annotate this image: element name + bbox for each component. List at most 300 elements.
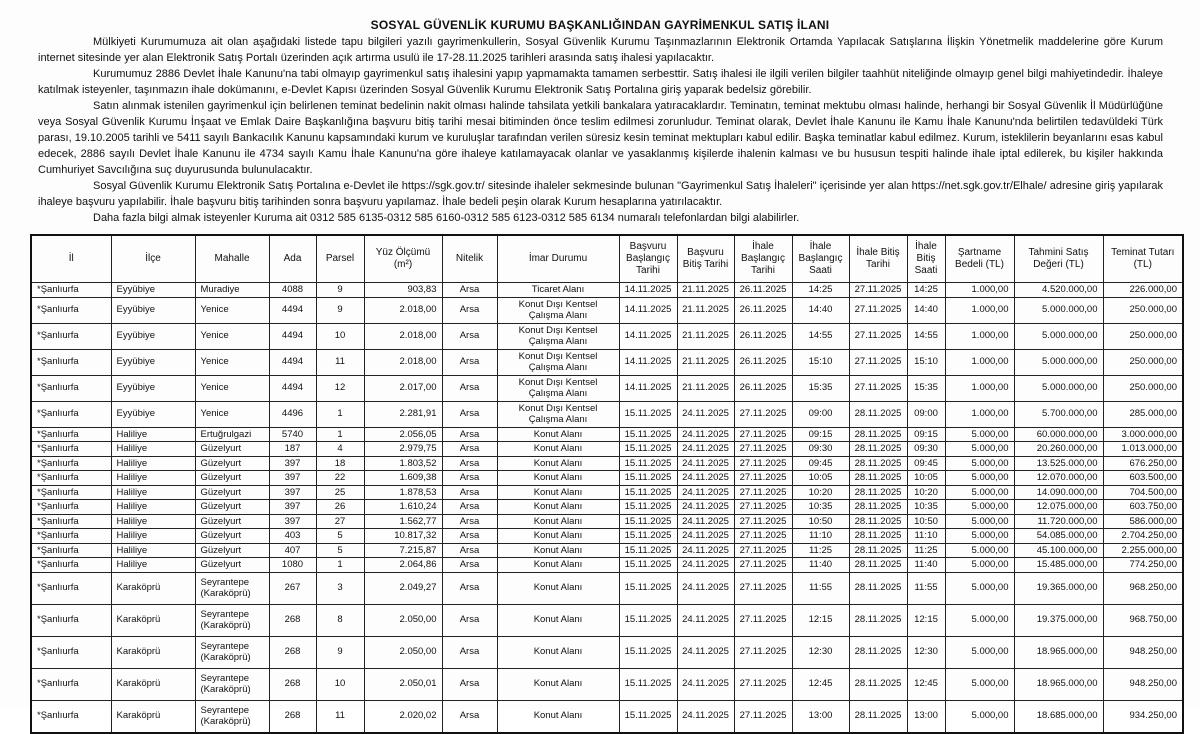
table-cell: 15.11.2025 [619, 442, 677, 457]
table-cell: 27.11.2025 [734, 471, 792, 486]
table-cell: Arsa [442, 375, 497, 401]
table-cell: 268 [269, 700, 316, 733]
table-cell: 15.11.2025 [619, 558, 677, 573]
table-cell: 14.090.000,00 [1014, 485, 1103, 500]
table-cell: Konut Alanı [497, 442, 619, 457]
table-cell: 704.500,00 [1103, 485, 1183, 500]
table-cell: Konut Alanı [497, 514, 619, 529]
table-cell: 09:15 [907, 427, 945, 442]
table-cell: Konut Alanı [497, 529, 619, 544]
table-row [31, 604, 1183, 636]
table-cell: 15.11.2025 [619, 529, 677, 544]
table-cell: 28.11.2025 [849, 529, 907, 544]
table-cell: Güzelyurt [195, 456, 269, 471]
table-cell: Haliliye [111, 427, 195, 442]
table-cell: 24.11.2025 [677, 604, 734, 636]
table-row [31, 349, 1183, 375]
table-cell: *Şanlıurfa [31, 572, 111, 604]
table-cell: Arsa [442, 700, 497, 733]
table-cell: *Şanlıurfa [31, 456, 111, 471]
table-cell: 24.11.2025 [677, 500, 734, 515]
table-cell: 28.11.2025 [849, 401, 907, 427]
table-cell: *Şanlıurfa [31, 514, 111, 529]
table-cell: 11:25 [792, 543, 849, 558]
table-cell: 1.000,00 [945, 375, 1014, 401]
table-cell: Eyyübiye [111, 349, 195, 375]
table-cell: 4.520.000,00 [1014, 283, 1103, 298]
table-cell: 26.11.2025 [734, 349, 792, 375]
table-cell: 2.255.000,00 [1103, 543, 1183, 558]
table-cell: 24.11.2025 [677, 442, 734, 457]
table-cell: 5.000.000,00 [1014, 323, 1103, 349]
table-cell: 15.11.2025 [619, 572, 677, 604]
table-cell: 24.11.2025 [677, 485, 734, 500]
table-cell: 10 [316, 668, 364, 700]
table-cell: 5.000,00 [945, 485, 1014, 500]
table-cell: 10 [316, 323, 364, 349]
table-cell: 1.013.000,00 [1103, 442, 1183, 457]
table-cell: 14:40 [792, 297, 849, 323]
table-cell: Karaköprü [111, 668, 195, 700]
table-cell: 24.11.2025 [677, 427, 734, 442]
table-cell: 27.11.2025 [849, 349, 907, 375]
paragraph-4: Sosyal Güvenlik Kurumu Elektronik Satış Portalına e-Devlet ile https://sgk.gov.tr/ sitesinde ihaleler sekmesinde bulunan "Gayrimenkul Satış İhaleleri" içerisinde yer alan https://net.sgk.gov.tr/Elhale/ adresine giriş yapılarak ihaleye başvuru yapılabilir. İhale başvuru bitiş tarihinden sonra başvuru yapılamaz. İhale bedeli peşin olarak Kurum hesaplarına yatırılacaktır. [38, 180, 1163, 208]
table-cell: 24.11.2025 [677, 514, 734, 529]
table-cell: 15.11.2025 [619, 500, 677, 515]
table-cell: 24.11.2025 [677, 572, 734, 604]
table-cell: *Şanlıurfa [31, 283, 111, 298]
table-cell: 268 [269, 604, 316, 636]
table-cell: 1.609,38 [364, 471, 442, 486]
column-header: Parsel [316, 235, 364, 283]
table-cell: 21.11.2025 [677, 297, 734, 323]
column-header: Ada [269, 235, 316, 283]
table-cell: *Şanlıurfa [31, 558, 111, 573]
table-cell: 4494 [269, 297, 316, 323]
table-cell: 250.000,00 [1103, 297, 1183, 323]
table-cell: 26.11.2025 [734, 283, 792, 298]
table-cell: 3 [316, 572, 364, 604]
table-cell: 2.281,91 [364, 401, 442, 427]
table-cell: 27.11.2025 [734, 604, 792, 636]
table-cell: 1 [316, 558, 364, 573]
table-cell: 268 [269, 636, 316, 668]
table-cell: Konut Dışı Kentsel Çalışma Alanı [497, 349, 619, 375]
table-cell: Güzelyurt [195, 485, 269, 500]
table-cell: 27.11.2025 [734, 485, 792, 500]
table-cell: 586.000,00 [1103, 514, 1183, 529]
table-cell: 397 [269, 485, 316, 500]
table-cell: Seyrantepe (Karaköprü) [195, 572, 269, 604]
table-cell: 14:40 [907, 297, 945, 323]
table-cell: Seyrantepe (Karaköprü) [195, 636, 269, 668]
table-cell: 1.000,00 [945, 297, 1014, 323]
table-cell: 26.11.2025 [734, 323, 792, 349]
table-cell: 12.075.000,00 [1014, 500, 1103, 515]
table-cell: 15.11.2025 [619, 471, 677, 486]
table-cell: Ticaret Alanı [497, 283, 619, 298]
table-cell: 14.11.2025 [619, 297, 677, 323]
table-cell: 12:15 [907, 604, 945, 636]
column-header: İhale Bitiş Tarihi [849, 235, 907, 283]
table-cell: 28.11.2025 [849, 700, 907, 733]
table-cell: 25 [316, 485, 364, 500]
table-cell: 267 [269, 572, 316, 604]
table-cell: *Şanlıurfa [31, 323, 111, 349]
table-cell: 27.11.2025 [734, 558, 792, 573]
table-cell: 28.11.2025 [849, 442, 907, 457]
table-cell: 09:15 [792, 427, 849, 442]
table-cell: 8 [316, 604, 364, 636]
table-cell: 1.610,24 [364, 500, 442, 515]
table-cell: 10:50 [907, 514, 945, 529]
table-cell: 14:55 [907, 323, 945, 349]
table-cell: 5 [316, 529, 364, 544]
table-cell: 15:35 [792, 375, 849, 401]
table-cell: 1.000,00 [945, 349, 1014, 375]
table-cell: 27.11.2025 [734, 427, 792, 442]
table-cell: 4 [316, 442, 364, 457]
table-cell: 27.11.2025 [849, 297, 907, 323]
table-cell: 11:55 [907, 572, 945, 604]
table-cell: 603.500,00 [1103, 471, 1183, 486]
column-header: Yüz Ölçümü (m²) [364, 235, 442, 283]
table-cell: 24.11.2025 [677, 558, 734, 573]
table-cell: Eyyübiye [111, 401, 195, 427]
table-row [31, 471, 1183, 486]
table-cell: *Şanlıurfa [31, 500, 111, 515]
table-cell: 15.11.2025 [619, 668, 677, 700]
table-cell: 21.11.2025 [677, 349, 734, 375]
table-cell: *Şanlıurfa [31, 297, 111, 323]
table-cell: *Şanlıurfa [31, 471, 111, 486]
column-header: İhale Başlangıç Saati [792, 235, 849, 283]
table-cell: Arsa [442, 558, 497, 573]
table-row [31, 668, 1183, 700]
table-cell: Haliliye [111, 500, 195, 515]
table-cell: 26 [316, 500, 364, 515]
table-cell: Arsa [442, 297, 497, 323]
table-cell: 1.000,00 [945, 323, 1014, 349]
table-cell: *Şanlıurfa [31, 668, 111, 700]
table-cell: 10:50 [792, 514, 849, 529]
table-cell: 11.720.000,00 [1014, 514, 1103, 529]
table-cell: 15.485.000,00 [1014, 558, 1103, 573]
table-cell: Konut Alanı [497, 572, 619, 604]
table-cell: 250.000,00 [1103, 375, 1183, 401]
table-cell: 24.11.2025 [677, 401, 734, 427]
table-cell: 15.11.2025 [619, 700, 677, 733]
table-cell: 5.000.000,00 [1014, 349, 1103, 375]
table-cell: 14.11.2025 [619, 323, 677, 349]
table-cell: 21.11.2025 [677, 375, 734, 401]
column-header: İlçe [111, 235, 195, 283]
table-cell: 27.11.2025 [849, 283, 907, 298]
table-cell: Haliliye [111, 514, 195, 529]
table-row [31, 636, 1183, 668]
table-row [31, 529, 1183, 544]
table-cell: 4088 [269, 283, 316, 298]
table-cell: 2.050,00 [364, 604, 442, 636]
table-cell: 15.11.2025 [619, 456, 677, 471]
table-cell: 4494 [269, 323, 316, 349]
table-cell: 968.250,00 [1103, 572, 1183, 604]
table-cell: Seyrantepe (Karaköprü) [195, 700, 269, 733]
table-cell: 24.11.2025 [677, 529, 734, 544]
table-cell: 268 [269, 668, 316, 700]
table-cell: 7.215,87 [364, 543, 442, 558]
table-cell: 27.11.2025 [734, 514, 792, 529]
table-cell: Eyyübiye [111, 375, 195, 401]
table-cell: 27.11.2025 [734, 529, 792, 544]
table-row [31, 558, 1183, 573]
table-cell: 28.11.2025 [849, 500, 907, 515]
table-cell: Konut Dışı Kentsel Çalışma Alanı [497, 297, 619, 323]
table-cell: Güzelyurt [195, 529, 269, 544]
table-cell: 15.11.2025 [619, 543, 677, 558]
table-cell: Arsa [442, 456, 497, 471]
table-cell: 11 [316, 349, 364, 375]
table-cell: Yenice [195, 323, 269, 349]
table-cell: 1080 [269, 558, 316, 573]
table-cell: 4494 [269, 375, 316, 401]
table-cell: 2.017,00 [364, 375, 442, 401]
table-cell: 2.018,00 [364, 349, 442, 375]
table-cell: *Şanlıurfa [31, 375, 111, 401]
table-cell: 2.018,00 [364, 323, 442, 349]
table-cell: 24.11.2025 [677, 543, 734, 558]
table-cell: 250.000,00 [1103, 323, 1183, 349]
table-cell: *Şanlıurfa [31, 401, 111, 427]
table-cell: 9 [316, 636, 364, 668]
table-cell: 5.700.000,00 [1014, 401, 1103, 427]
table-cell: 18.685.000,00 [1014, 700, 1103, 733]
table-cell: 5.000,00 [945, 668, 1014, 700]
table-cell: 2.020,02 [364, 700, 442, 733]
table-cell: 10:05 [907, 471, 945, 486]
table-cell: 26.11.2025 [734, 297, 792, 323]
table-cell: Arsa [442, 283, 497, 298]
table-cell: 5.000,00 [945, 558, 1014, 573]
table-cell: 10:05 [792, 471, 849, 486]
table-cell: 14:25 [792, 283, 849, 298]
table-cell: 5.000,00 [945, 636, 1014, 668]
table-cell: Konut Alanı [497, 558, 619, 573]
table-cell: 5.000,00 [945, 543, 1014, 558]
table-cell: 5.000,00 [945, 604, 1014, 636]
table-cell: 2.064,86 [364, 558, 442, 573]
table-cell: 2.018,00 [364, 297, 442, 323]
table-row [31, 427, 1183, 442]
table-header [31, 235, 1183, 283]
table-cell: 774.250,00 [1103, 558, 1183, 573]
table-cell: Güzelyurt [195, 543, 269, 558]
table-cell: 403 [269, 529, 316, 544]
table-cell: 24.11.2025 [677, 471, 734, 486]
table-cell: 14.11.2025 [619, 283, 677, 298]
table-cell: 28.11.2025 [849, 514, 907, 529]
table-cell: 22 [316, 471, 364, 486]
table-cell: 1.562,77 [364, 514, 442, 529]
table-cell: 3.000.000,00 [1103, 427, 1183, 442]
column-header: İmar Durumu [497, 235, 619, 283]
table-cell: Muradiye [195, 283, 269, 298]
table-cell: Konut Alanı [497, 427, 619, 442]
table-cell: *Şanlıurfa [31, 636, 111, 668]
table-cell: Haliliye [111, 543, 195, 558]
table-cell: Ertuğrulgazi [195, 427, 269, 442]
column-header: İhale Bitiş Saati [907, 235, 945, 283]
table-body [31, 283, 1183, 733]
table-cell: 1.803,52 [364, 456, 442, 471]
table-cell: 4496 [269, 401, 316, 427]
table-cell: 09:30 [792, 442, 849, 457]
table-cell: 250.000,00 [1103, 349, 1183, 375]
table-cell: 12:45 [907, 668, 945, 700]
table-cell: *Şanlıurfa [31, 604, 111, 636]
paragraph-3: Satın alınmak istenilen gayrimenkul için belirlenen teminat bedelinin nakit olması halinde tahsilata yetkili bankalara yatıracaklardır. Teminatın, teminat mektubu olması halinde, herhangi bir Sosyal Güvenlik İl Müdürlüğüne veya Sosyal Güvenlik Kurumu İnşaat ve Emlak Daire Başkanlığına başvuru bitiş tarihi mesai bitiminden önce teslim edilmesi zorunludur. Teminat olarak, Devlet İhale Kanunu ile Kamu İhale Kanunu'nda belirtilen tedavüldeki Türk parası, 19.10.2005 tarihli ve 5411 sayılı Bankacılık Kanunu kapsamındaki kurum ve kuruluşlar tarafından verilen süresiz kesin teminat mektupları kabul edilir. Başka teminatlar kabul edilmez. Kurum, isteklilerin beyanlarını esas kabul edecek, 2886 sayılı Devlet İhale Kanunu ile 4734 sayılı Kamu İhale Kanunu'na göre ihaleye katılamayacak olanlar ve yasaklanmış kişilerde ihalenin kalması ve bu hususun tespiti halinde ihale iptal edilerek, bu kişiler hakkında Cumhuriyet Savcılığına suç duyurusunda bulunulacaktır. [38, 100, 1163, 176]
table-cell: 27.11.2025 [734, 700, 792, 733]
table-cell: 54.085.000,00 [1014, 529, 1103, 544]
table-cell: 5 [316, 543, 364, 558]
table-cell: 12:30 [907, 636, 945, 668]
table-cell: 15:35 [907, 375, 945, 401]
table-cell: Eyyübiye [111, 297, 195, 323]
column-header: Mahalle [195, 235, 269, 283]
table-cell: *Şanlıurfa [31, 485, 111, 500]
table-cell: Konut Dışı Kentsel Çalışma Alanı [497, 323, 619, 349]
table-cell: 2.979,75 [364, 442, 442, 457]
table-cell: 15.11.2025 [619, 636, 677, 668]
table-cell: 12:30 [792, 636, 849, 668]
page-title: SOSYAL GÜVENLİK KURUMU BAŞKANLIĞINDAN GAYRİMENKUL SATIŞ İLANI [370, 18, 830, 32]
table-cell: 15.11.2025 [619, 514, 677, 529]
table-row [31, 323, 1183, 349]
table-cell: 10.817,32 [364, 529, 442, 544]
column-header: Tahmini Satış Değeri (TL) [1014, 235, 1103, 283]
table-row [31, 514, 1183, 529]
table-row [31, 572, 1183, 604]
table-cell: 4494 [269, 349, 316, 375]
table-cell: *Şanlıurfa [31, 442, 111, 457]
table-cell: 28.11.2025 [849, 636, 907, 668]
table-cell: 10:20 [792, 485, 849, 500]
table-row [31, 283, 1183, 298]
table-cell: 9 [316, 283, 364, 298]
table-cell: Konut Alanı [497, 543, 619, 558]
table-cell: 2.704.250,00 [1103, 529, 1183, 544]
table-cell: Konut Alanı [497, 636, 619, 668]
table-cell: Arsa [442, 485, 497, 500]
table-cell: 28.11.2025 [849, 668, 907, 700]
table-cell: 5.000.000,00 [1014, 297, 1103, 323]
table-cell: 603.750,00 [1103, 500, 1183, 515]
table-cell: 28.11.2025 [849, 456, 907, 471]
table-cell: Konut Alanı [497, 500, 619, 515]
paragraph-1: Mülkiyeti Kurumumuza ait olan aşağıdaki listede tapu bilgileri yazılı gayrimenkullerin, Sosyal Güvenlik Kurumu Taşınmazlarının Elektronik Ortamda Yapılacak Satışlarına İlişkin Yönetmelik maddelerine göre Kurum internet sitesinde yer alan Elektronik Satış Portalı üzerinden açık artırma usulü ile 17-28.11.2025 tarihleri arasında satış ihalesi yapılacaktır. [38, 36, 1163, 64]
table-cell: 12 [316, 375, 364, 401]
table-cell: 14:55 [792, 323, 849, 349]
table-cell: 20.260.000,00 [1014, 442, 1103, 457]
table-cell: 28.11.2025 [849, 572, 907, 604]
table-cell: Haliliye [111, 485, 195, 500]
table-cell: 13:00 [792, 700, 849, 733]
table-row [31, 485, 1183, 500]
table-cell: Haliliye [111, 529, 195, 544]
table-cell: Yenice [195, 349, 269, 375]
column-header: Nitelik [442, 235, 497, 283]
table-cell: Arsa [442, 604, 497, 636]
table-cell: 27.11.2025 [734, 543, 792, 558]
table-cell: *Şanlıurfa [31, 349, 111, 375]
table-cell: 2.050,01 [364, 668, 442, 700]
table-cell: 09:00 [792, 401, 849, 427]
table-cell: Arsa [442, 572, 497, 604]
column-header: Başvuru Başlangıç Tarihi [619, 235, 677, 283]
column-header: Şartname Bedeli (TL) [945, 235, 1014, 283]
table-cell: 13:00 [907, 700, 945, 733]
table-cell: 24.11.2025 [677, 668, 734, 700]
table-row [31, 500, 1183, 515]
table-cell: Yenice [195, 297, 269, 323]
table-cell: 934.250,00 [1103, 700, 1183, 733]
table-cell: 15:10 [907, 349, 945, 375]
table-cell: 11:25 [907, 543, 945, 558]
table-cell: 28.11.2025 [849, 485, 907, 500]
table-cell: 14.11.2025 [619, 349, 677, 375]
paragraph-5: Daha fazla bilgi almak isteyenler Kuruma ait 0312 585 6135-0312 585 6160-0312 585 6123-0312 585 6134 numaralı telefonlardan bilgi alabilirler. [93, 212, 800, 224]
table-cell: 5.000,00 [945, 456, 1014, 471]
table-cell: 1 [316, 401, 364, 427]
table-cell: Güzelyurt [195, 471, 269, 486]
table-cell: Haliliye [111, 442, 195, 457]
table-cell: 10:20 [907, 485, 945, 500]
table-cell: 226.000,00 [1103, 283, 1183, 298]
table-cell: 27 [316, 514, 364, 529]
table-cell: 27.11.2025 [734, 401, 792, 427]
notice-body [38, 34, 1163, 226]
table-cell: 968.750,00 [1103, 604, 1183, 636]
table-cell: 2.049,27 [364, 572, 442, 604]
table-cell: 11:10 [792, 529, 849, 544]
table-cell: 948.250,00 [1103, 668, 1183, 700]
table-cell: Güzelyurt [195, 558, 269, 573]
table-header-row [31, 235, 1183, 283]
table-cell: 28.11.2025 [849, 558, 907, 573]
table-cell: 09:00 [907, 401, 945, 427]
table-row [31, 456, 1183, 471]
table-cell: 5.000,00 [945, 471, 1014, 486]
table-cell: 15.11.2025 [619, 401, 677, 427]
table-cell: 24.11.2025 [677, 636, 734, 668]
table-cell: 11:40 [907, 558, 945, 573]
table-cell: 397 [269, 471, 316, 486]
table-cell: Arsa [442, 323, 497, 349]
table-cell: 12:15 [792, 604, 849, 636]
table-cell: 5.000,00 [945, 442, 1014, 457]
table-cell: *Şanlıurfa [31, 427, 111, 442]
table-cell: Güzelyurt [195, 442, 269, 457]
table-cell: 14.11.2025 [619, 375, 677, 401]
column-header: Başvuru Bitiş Tarihi [677, 235, 734, 283]
table-cell: 10:35 [792, 500, 849, 515]
table-cell: Konut Alanı [497, 485, 619, 500]
table-cell: 26.11.2025 [734, 375, 792, 401]
table-row [31, 375, 1183, 401]
table-cell: Eyyübiye [111, 323, 195, 349]
table-cell: 12:45 [792, 668, 849, 700]
table-cell: 9 [316, 297, 364, 323]
